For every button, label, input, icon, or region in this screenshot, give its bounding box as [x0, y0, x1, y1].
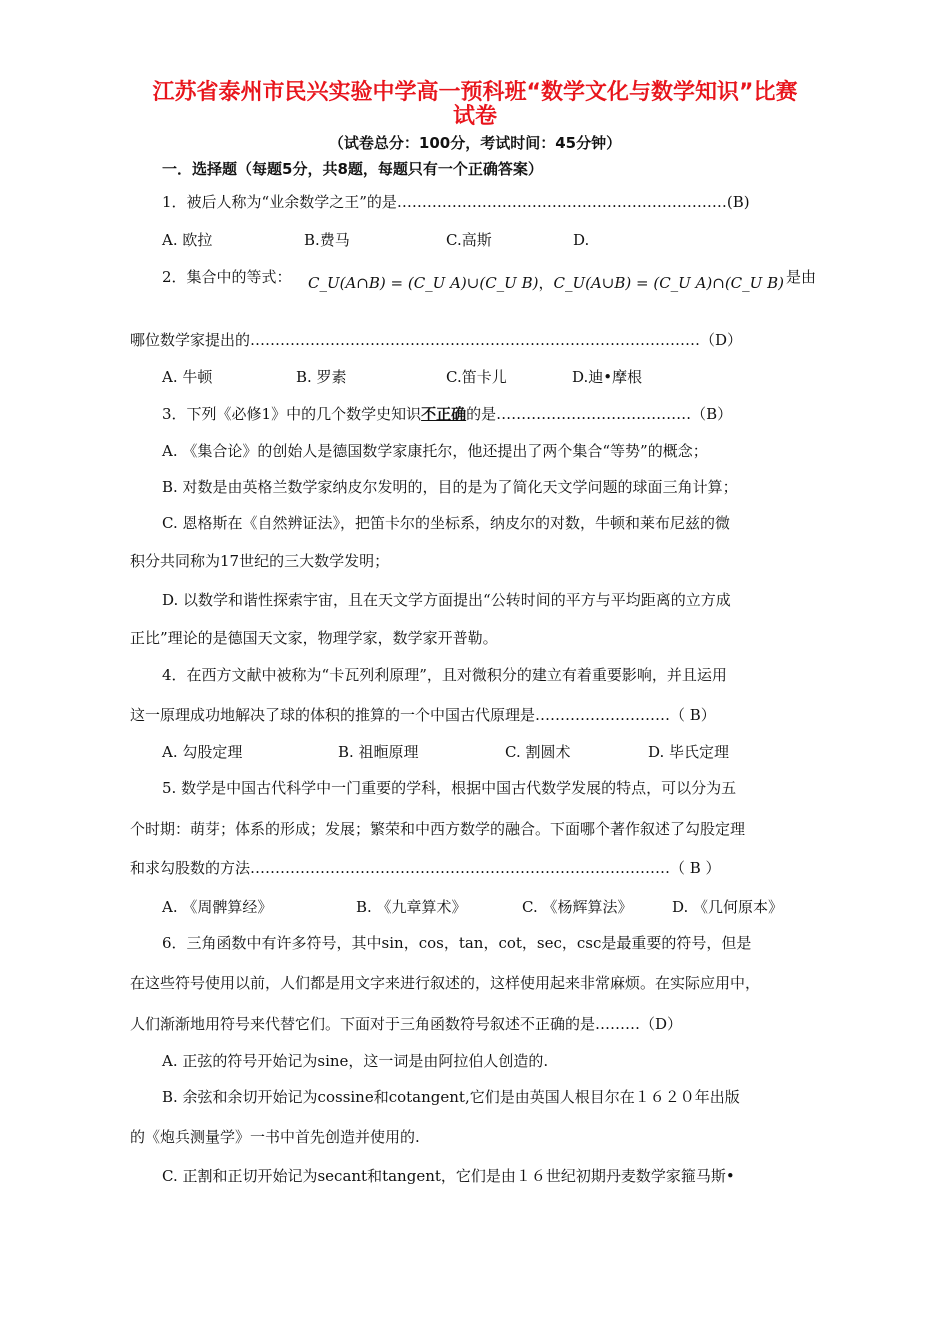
q1-option-a: A. 欧拉 [162, 231, 213, 249]
q5-option-c: C. 《杨辉算法》 [522, 898, 633, 916]
q1-stem: 1．被后人称为“业余数学之王”的是…………………………………………………………(B) [162, 193, 750, 211]
q3-stem-pre: 3．下列《必修1》中的几个数学史知识 [162, 405, 422, 423]
q3-stem-post: 的是…………………………………（B） [466, 405, 733, 423]
q3-option-b: B. 对数是由英格兰数学家纳皮尔发明的，目的是为了简化天文学问题的球面三角计算； [162, 478, 738, 496]
q2-formula-1: C_U(A∩B) = (C_U A)∪(C_U B) [308, 274, 539, 292]
q5-stem-line1: 5. 数学是中国古代科学中一门重要的学科，根据中国古代数学发展的特点，可以分为五 [162, 779, 737, 797]
q2-stem-start: 2．集合中的等式： [162, 268, 292, 286]
q6-option-a: A. 正弦的符号开始记为sine，这一词是由阿拉伯人创造的. [162, 1052, 549, 1070]
q4-option-d: D. 毕氏定理 [648, 743, 730, 761]
title-line-2: 试卷 [452, 104, 497, 129]
q6-stem-line3: 人们渐渐地用符号来代替它们。下面对于三角函数符号叙述不正确的是………（D） [130, 1015, 683, 1033]
q3-option-d-line1: D. 以数学和谐性探索宇宙，且在天文学方面提出“公转时间的平方与平均距离的立方成 [162, 591, 731, 609]
q1-option-b: B.费马 [304, 231, 350, 249]
q6-option-b-line1: B. 余弦和余切开始记为cossine和cotangent,它们是由英国人根目尔在１６２０年出版 [162, 1088, 740, 1106]
q3-stem [162, 403, 732, 425]
q3-option-a: A. 《集合论》的创始人是德国数学家康托尔，他还提出了两个集合“等势”的概念； [162, 442, 708, 460]
q5-option-d: D. 《几何原本》 [672, 898, 784, 916]
q1-option-d: D. [573, 231, 590, 249]
q4-option-c: C. 割圆术 [505, 743, 571, 761]
q2-option-a: A. 牛顿 [162, 368, 213, 386]
q6-stem-line2: 在这些符号使用以前，人们都是用文字来进行叙述的，这样使用起来非常麻烦。在实际应用中， [130, 974, 761, 992]
q2-stem-cont: 哪位数学家提出的………………………………………………………………………………（D） [130, 331, 743, 349]
q6-option-b-line2: 的《炮兵测量学》一书中首先创造并使用的. [130, 1128, 420, 1146]
q4-option-b: B. 祖暅原理 [338, 743, 419, 761]
q6-stem-line1: 6．三角函数中有许多符号，其中sin，cos，tan，cot，sec，csc是最重要的符号，但是 [162, 934, 752, 952]
q2-formula-2: C_U(A∪B) = (C_U A)∩(C_U B) [553, 274, 784, 292]
q5-option-a: A. 《周髀算经》 [162, 898, 273, 916]
q3-option-c-line2: 积分共同称为17世纪的三大数学发明； [130, 552, 390, 570]
q2-formula-separator: ， [538, 274, 554, 292]
q5-option-b: B. 《九章算术》 [356, 898, 467, 916]
q4-option-a: A. 勾股定理 [162, 743, 243, 761]
exam-info: （试卷总分：100分，考试时间：45分钟） [328, 134, 622, 152]
q1-option-c: C.高斯 [446, 231, 492, 249]
q5-stem-line3: 和求勾股数的方法…………………………………………………………………………（ B ） [130, 859, 721, 877]
q2-option-c: C.笛卡儿 [446, 368, 507, 386]
section-heading: 一．选择题（每题5分，共8题，每题只有一个正确答案） [162, 160, 543, 178]
q3-option-c-line1: C. 恩格斯在《自然辨证法》，把笛卡尔的坐标系，纳皮尔的对数，牛顿和莱布尼兹的微 [162, 514, 730, 532]
title-line-1: 江苏省泰州市民兴实验中学高一预科班“数学文化与数学知识”比赛 [152, 80, 798, 105]
q2-option-d: D.迪•摩根 [572, 368, 643, 386]
q3-option-d-line2: 正比”理论的是德国天文家，物理学家，数学家开普勒。 [130, 629, 498, 647]
q5-stem-line2: 个时期：萌芽；体系的形成；发展；繁荣和中西方数学的融合。下面哪个著作叙述了勾股定理 [130, 820, 746, 838]
q4-stem-line2: 这一原理成功地解决了球的体积的推算的一个中国古代原理是………………………（ B） [130, 706, 716, 724]
q4-stem-line1: 4．在西方文献中被称为“卡瓦列利原理”，且对微积分的建立有着重要影响，并且运用 [162, 666, 727, 684]
q6-option-c-line1: C. 正割和正切开始记为secant和tangent，它们是由１６世纪初期丹麦数学家箍马斯• [162, 1167, 735, 1185]
q2-stem-end: 是由 [786, 268, 817, 286]
q3-stem-emphasis: 不正确 [421, 405, 467, 423]
q2-option-b: B. 罗素 [296, 368, 347, 386]
q2-formula [308, 272, 784, 293]
